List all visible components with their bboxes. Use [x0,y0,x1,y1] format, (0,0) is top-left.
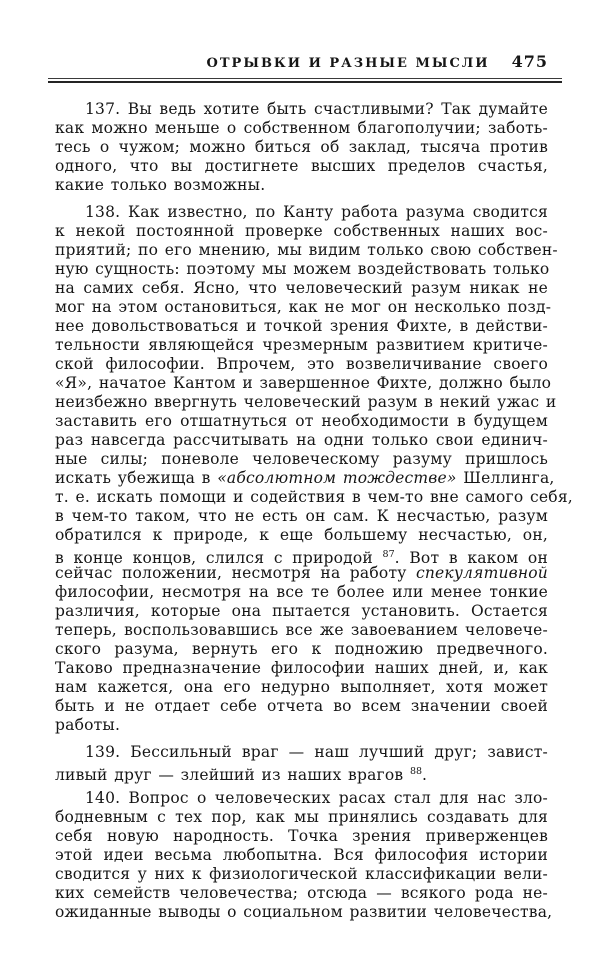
running-header-title: ОТРЫВКИ И РАЗНЫЕ МЫСЛИ [206,56,490,71]
text-line [55,621,548,640]
text-segment: тельности являющейся чрезмерным развитием критиче- [55,336,548,354]
text-segment: 138. Как известно, по Канту работа разума сводится [85,203,548,221]
page-number: 475 [511,52,548,71]
footnote-ref: 87 [382,549,395,560]
text-line [55,241,558,260]
text-segment: ную сущность: поэтому мы можем воздействовать только [55,260,550,278]
text-line [55,431,548,450]
text-line [55,393,557,412]
text-segment: мог на этом остановиться, как не мог он несколько позд- [55,298,552,316]
text-segment: ких семейств человечества; отсюда — всякого рода не- [55,884,548,902]
text-segment: к некой постоянной проверке собственных наших вос- [55,222,548,240]
text-segment: обратился к природе, к еще большему несчастью, он, [55,526,548,544]
text-line [55,374,552,393]
text-line [55,336,548,355]
text-segment: бодневным с тех пор, как мы принялись создавать для [55,808,548,826]
footnote-ref: 88 [409,766,423,777]
text-segment: т. е. искать помощи и содействия в чем-то вне самого себя, [55,488,573,506]
text-line [55,659,548,678]
text-segment: 137. Вы ведь хотите быть счастливыми? Так думайте [85,100,548,118]
text-line [55,100,548,119]
text-segment: 140. Вопрос о человеческих расах стал для нас зло- [85,789,548,807]
text-segment: «Я», начатое Кантом и завершенное Фихте, должно было [55,374,552,392]
text-line [55,138,548,157]
text-line [55,526,548,545]
text-line [55,298,552,317]
text-line [55,317,548,336]
text-line [55,762,548,785]
text-segment: приятий; по его мнению, мы видим только свою собствен- [55,241,558,259]
text-segment: . [422,766,428,785]
text-segment: быть и не отдает себе отчета во всем значении своей [55,697,548,715]
paragraph-138 [55,203,573,735]
text-line [55,789,548,808]
text-segment: заставить его отшатнуться от необходимости в будущем [55,412,548,430]
text-segment: Шеллинга, [456,469,555,487]
text-segment: нее довольствоваться и точкой зрения Фихте, в действи- [55,317,548,335]
text-segment: работы. [55,716,121,734]
text-segment: искать убежища в [55,469,218,487]
text-line [55,903,553,922]
header-rule [48,78,562,83]
text-line [55,119,548,138]
text-line [55,678,548,697]
text-segment: Таково предназначение философии наших дней, и, как [55,659,548,677]
text-segment: на самих себя. Ясно, что человеческий разум никак не [55,279,548,297]
text-segment: ливый друг — злейший из наших врагов [55,766,410,785]
text-segment: ожиданные выводы о социальном развитии человечества, [55,903,553,921]
text-line [55,507,548,526]
text-segment: как можно меньше о собственном благополучии; заботь- [55,119,548,137]
text-segment: нам кажется, она его недурно выполняет, хотя может [55,678,548,696]
text-line [55,176,548,195]
text-line [55,157,548,176]
text-segment: философии, несмотря на все те более или менее тонкие [55,583,548,601]
text-line [55,602,548,621]
text-line [55,743,548,762]
text-line [55,564,548,583]
text-line [55,716,548,735]
text-segment: сейчас положении, несмотря на работу [55,564,416,582]
text-line [55,884,548,903]
text-line [55,865,548,884]
text-segment: ные силы; поневоле человеческому разуму пришлось [55,450,548,468]
text-segment: в конце концов, слился с природой [55,549,383,568]
text-segment: тесь о чужом; можно биться об заклад, тысяча против [55,138,548,156]
text-line [55,697,548,716]
text-segment: одного, что вы достигнете высших пределов счастья, [55,157,548,175]
page-body [55,100,573,930]
text-line [55,488,573,507]
text-line [55,469,555,488]
text-segment: «абсолютном тождестве» [217,469,457,487]
text-segment: неизбежно ввергнуть человеческий разум в некий ужас и [55,393,557,411]
text-segment: сводится у них к физиологической классификации вели- [55,865,548,883]
text-line [55,808,548,827]
paragraph-139 [55,743,548,785]
running-header [0,52,548,71]
text-segment: себя новую народность. Точка зрения приверженцев [55,827,548,845]
text-line [55,222,548,241]
text-line [55,846,548,865]
text-line [55,412,548,431]
paragraph-137 [55,100,548,195]
paragraph-140 [55,789,553,922]
text-line [55,545,548,568]
text-segment: ской философии. Впрочем, это возвеличивание своего [55,355,548,373]
text-segment: . Вот в каком он [394,549,548,568]
text-line [55,279,548,298]
text-line [55,260,548,279]
text-segment: 139. Бессильный враг — наш лучший друг; завист- [85,743,548,761]
text-line [55,827,548,846]
text-segment: различия, которые она пытается установить. Остается [55,602,548,620]
text-line [55,640,548,659]
text-segment: раз навсегда рассчитывать на одни только свои единич- [55,431,548,449]
text-segment: в чем-то таком, что не есть он сам. К несчастью, разум [55,507,548,525]
text-segment: какие только возможны. [55,176,266,194]
text-segment: этой идеи весьма любопытна. Вся философия истории [55,846,548,864]
text-segment: ского разума, вернуть его к подножию предвечного. [55,640,548,658]
text-line [55,203,548,222]
text-segment: спекулятивной [415,564,548,582]
text-line [55,450,548,469]
text-line [55,355,548,374]
text-line [55,583,548,602]
text-segment: теперь, воспользовавшись все же завоеванием человече- [55,621,548,639]
